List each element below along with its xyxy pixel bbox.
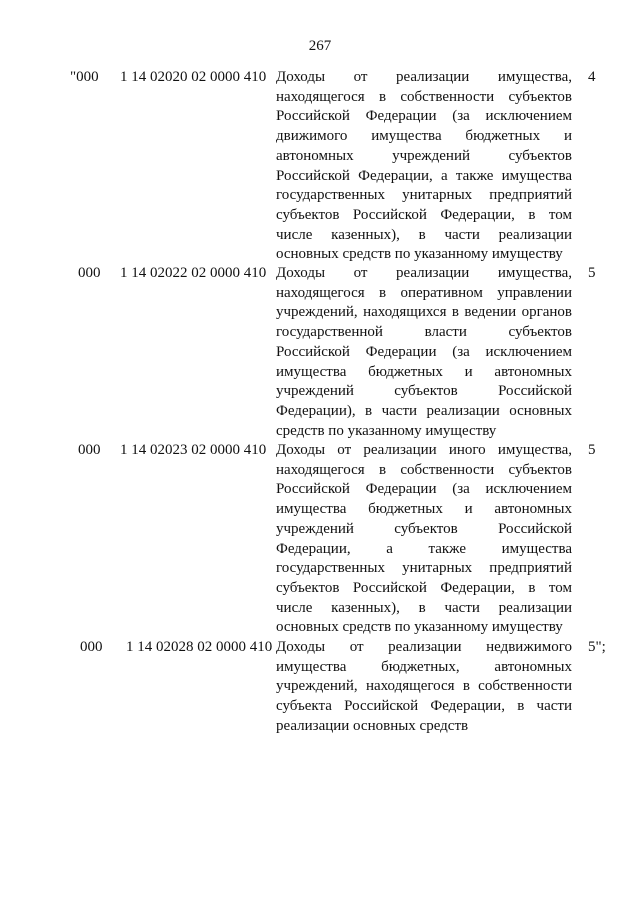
kbk-code: 1 14 02022 02 0000 410 bbox=[120, 265, 267, 281]
admin-code: 000 bbox=[80, 639, 103, 655]
norm-value: 4 bbox=[588, 69, 596, 85]
kbk-code: 1 14 02020 02 0000 410 bbox=[120, 69, 267, 85]
table-row bbox=[0, 264, 640, 441]
admin-code: "000 bbox=[70, 69, 99, 85]
kbk-code: 1 14 02023 02 0000 410 bbox=[120, 442, 267, 458]
table-row bbox=[0, 68, 640, 264]
revenue-description: Доходы от реализации недвижимого имущества бюджетных, автономных учреждений, находящегося в собственности субъекта Российской Федерации, в части реализации основных средств bbox=[276, 639, 572, 734]
revenue-description: Доходы от реализации имущества, находящегося в оперативном управлении учреждений, находящихся в ведении органов государственной власти субъектов Российской Федерации (за исключением имущества бюджетных и автономных учреждений субъектов Российской Федерации), в части реализации основных средств по указанному имуществу bbox=[276, 265, 572, 439]
admin-code: 000 bbox=[78, 442, 101, 458]
revenue-table bbox=[0, 68, 640, 748]
revenue-description: Доходы от реализации имущества, находящегося в собственности субъектов Российской Федерации (за исключением движимого имущества бюджетных и автономных учреждений субъектов Российской Федерации, а также имущества государственных унитарных предприятий субъектов Российской Федерации, в том числе казенных), в части реализации основных средств по указанному имуществу bbox=[276, 69, 572, 263]
norm-value: 5 bbox=[588, 265, 596, 281]
table-row bbox=[0, 638, 640, 748]
table-row bbox=[0, 441, 640, 638]
norm-value: 5"; bbox=[588, 639, 606, 655]
kbk-code: 1 14 02028 02 0000 410 bbox=[126, 639, 273, 655]
page-number: 267 bbox=[308, 38, 332, 54]
revenue-description: Доходы от реализации иного имущества, находящегося в собственности субъектов Российской Федерации (за исключением имущества бюджетных и автономных учреждений субъектов Российской Федерации, а также имущества государственных унитарных предприятий субъектов Российской Федерации, в том числе казенных), в части реализации основных средств по указанному имуществу bbox=[276, 442, 572, 636]
admin-code: 000 bbox=[78, 265, 101, 281]
norm-value: 5 bbox=[588, 442, 596, 458]
